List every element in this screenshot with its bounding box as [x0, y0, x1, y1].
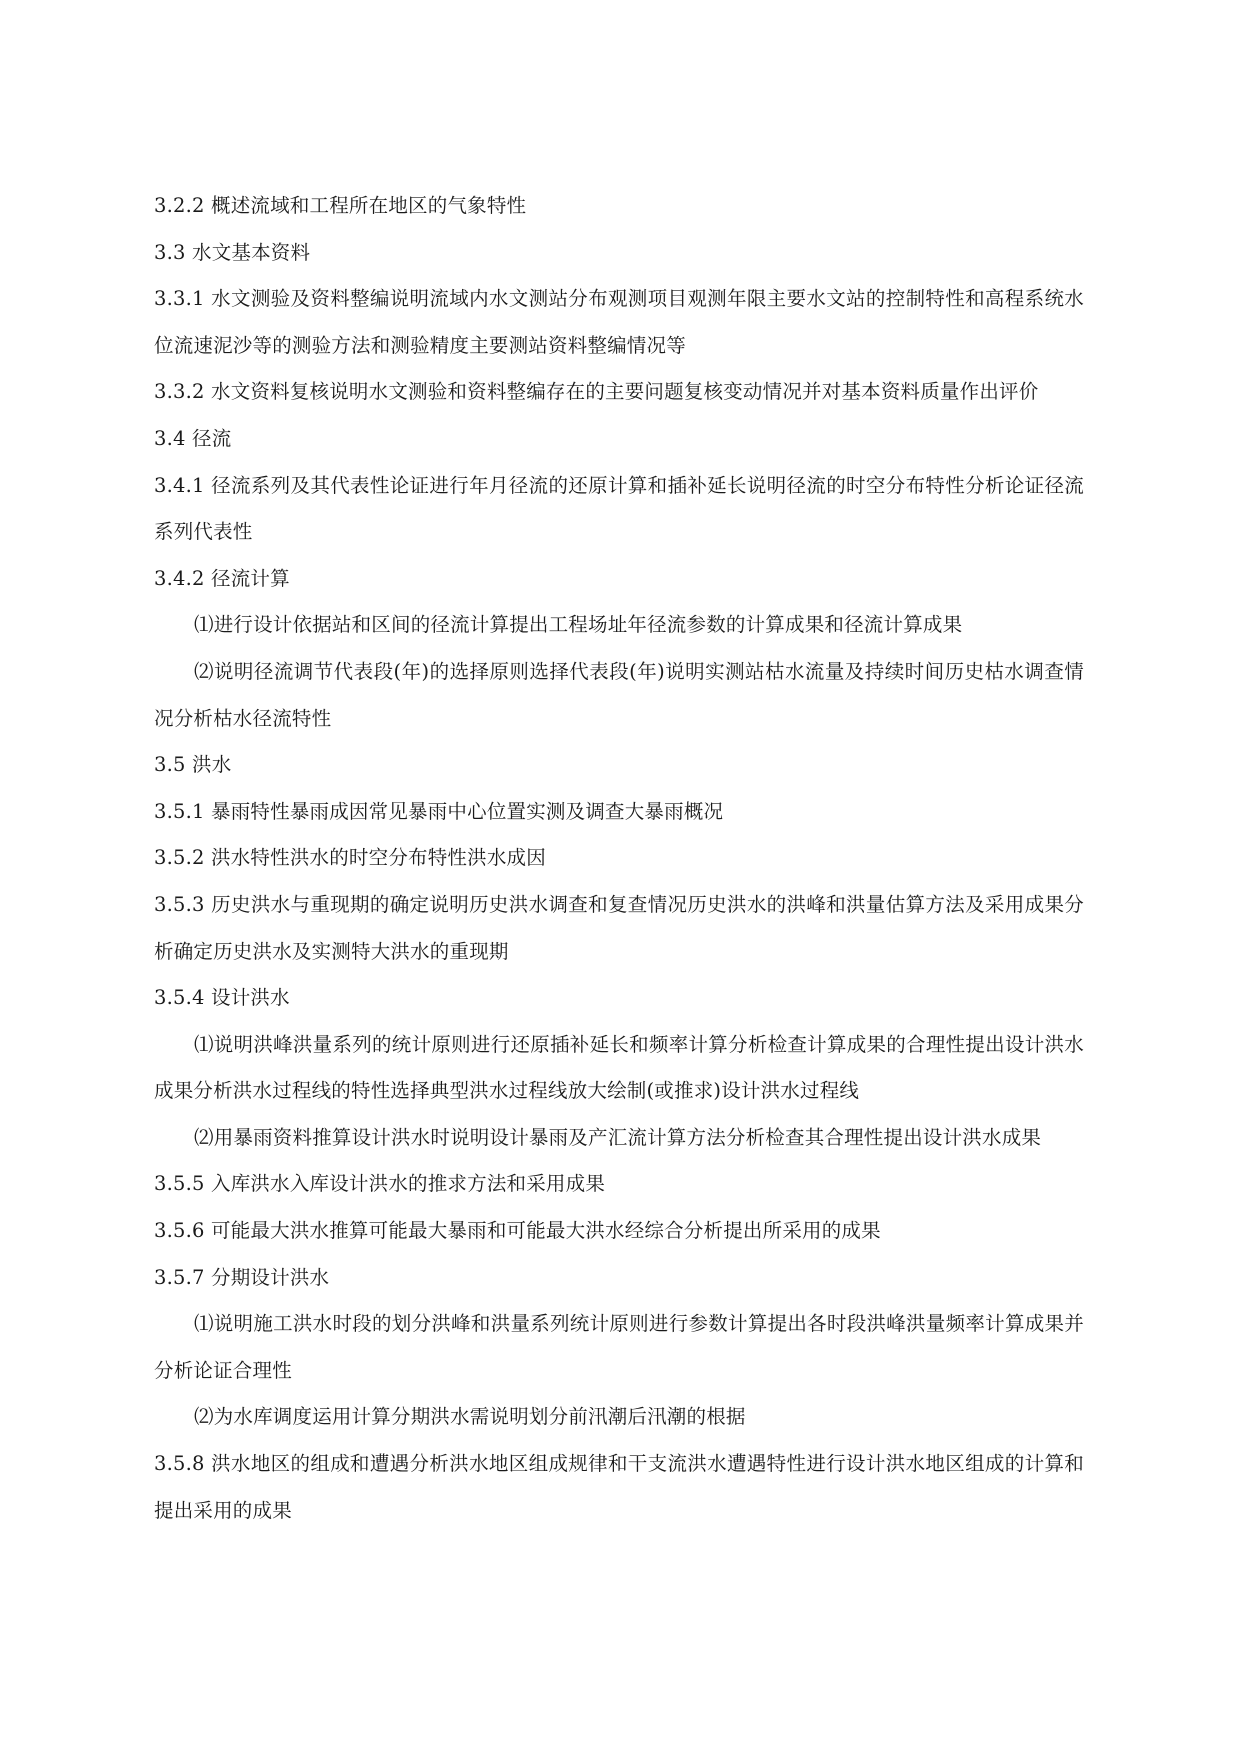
paragraph-3-5-3: 3.5.3 历史洪水与重现期的确定说明历史洪水调查和复查情况历史洪水的洪峰和洪量估算方法及采用成果分析确定历史洪水及实测特大洪水的重现期	[154, 892, 1084, 963]
heading-3-5-4: 3.5.4 设计洪水	[154, 986, 290, 1010]
document-body	[154, 183, 1084, 1534]
paragraph-3-5-1: 3.5.1 暴雨特性暴雨成因常见暴雨中心位置实测及调查大暴雨概况	[154, 799, 724, 823]
list-item-3-5-7-2: ⑵为水库调度运用计算分期洪水需说明划分前汛潮后汛潮的根据	[194, 1405, 746, 1429]
heading-3-4: 3.4 径流	[154, 426, 232, 450]
list-item-3-5-4-2: ⑵用暴雨资料推算设计洪水时说明设计暴雨及产汇流计算方法分析检查其合理性提出设计洪水成果	[194, 1125, 1042, 1149]
heading-3-5-7: 3.5.7 分期设计洪水	[154, 1265, 330, 1289]
heading-3-3: 3.3 水文基本资料	[154, 240, 311, 264]
paragraph-3-5-2: 3.5.2 洪水特性洪水的时空分布特性洪水成因	[154, 846, 546, 870]
heading-3-2-2: 3.2.2 概述流域和工程所在地区的气象特性	[154, 194, 527, 217]
paragraph-3-4-1: 3.4.1 径流系列及其代表性论证进行年月径流的还原计算和插补延长说明径流的时空分布特性分析论证径流系列代表性	[154, 473, 1084, 544]
heading-3-4-2: 3.4.2 径流计算	[154, 566, 290, 590]
paragraph-3-3-2: 3.3.2 水文资料复核说明水文测验和资料整编存在的主要问题复核变动情况并对基本资料质量作出评价	[154, 380, 1039, 404]
heading-3-5: 3.5 洪水	[154, 753, 232, 777]
list-item-3-4-2-2: ⑵说明径流调节代表段(年)的选择原则选择代表段(年)说明实测站枯水流量及持续时间历史枯水调查情况分析枯水径流特性	[154, 659, 1084, 730]
list-item-3-5-7-1: ⑴说明施工洪水时段的划分洪峰和洪量系列统计原则进行参数计算提出各时段洪峰洪量频率计算成果并分析论证合理性	[154, 1312, 1084, 1382]
paragraph-3-5-5: 3.5.5 入库洪水入库设计洪水的推求方法和采用成果	[154, 1172, 606, 1196]
paragraph-3-5-6: 3.5.6 可能最大洪水推算可能最大暴雨和可能最大洪水经综合分析提出所采用的成果	[154, 1219, 881, 1243]
paragraph-3-5-8: 3.5.8 洪水地区的组成和遭遇分析洪水地区组成规律和干支流洪水遭遇特性进行设计洪水地区组成的计算和提出采用的成果	[154, 1452, 1084, 1522]
list-item-3-5-4-1: ⑴说明洪峰洪量系列的统计原则进行还原插补延长和频率计算分析检查计算成果的合理性提出设计洪水成果分析洪水过程线的特性选择典型洪水过程线放大绘制(或推求)设计洪水过程线	[154, 1032, 1084, 1103]
list-item-3-4-2-1: ⑴进行设计依据站和区间的径流计算提出工程场址年径流参数的计算成果和径流计算成果	[194, 613, 963, 637]
paragraph-3-3-1: 3.3.1 水文测验及资料整编说明流域内水文测站分布观测项目观测年限主要水文站的控制特性和高程系统水位流速泥沙等的测验方法和测验精度主要测站资料整编情况等	[154, 287, 1084, 357]
